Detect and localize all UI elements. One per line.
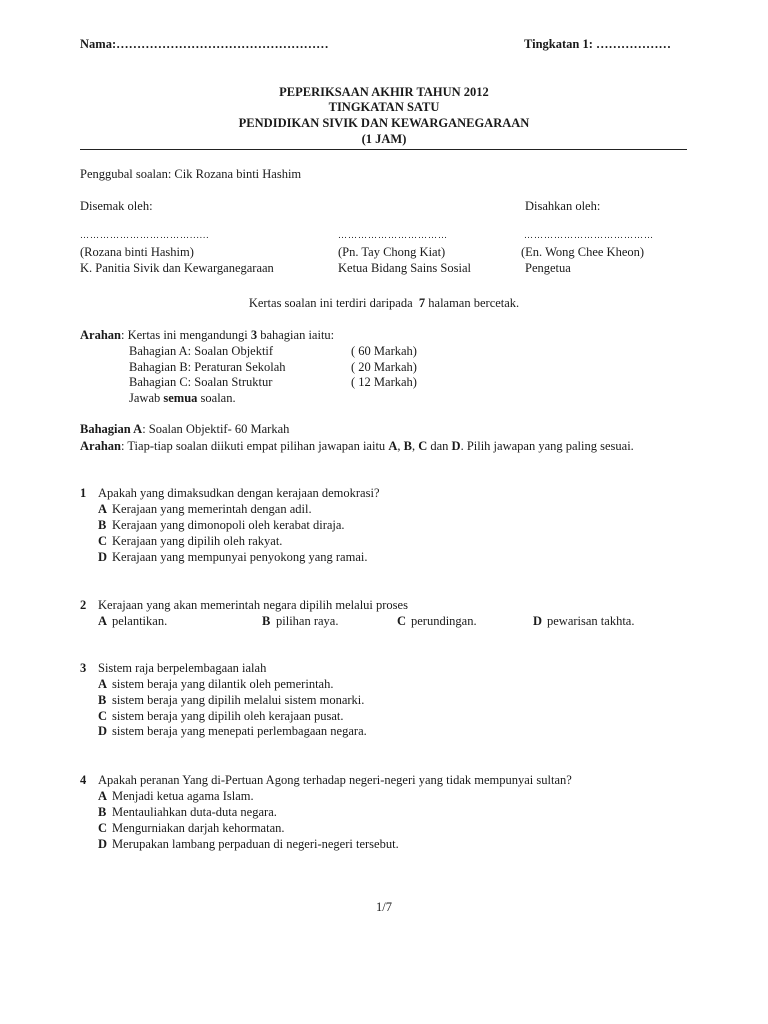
section-a-instructions: Arahan: Tiap-tiap soalan diikuti empat pilihan jawapan iaitu A, B, C dan D. Pilih jawapan yang paling sesuai. xyxy=(80,439,634,453)
question-1-option-a: A Kerajaan yang memerintah dengan adil. xyxy=(98,502,312,516)
signatory-2-name: (Pn. Tay Chong Kiat) xyxy=(338,245,446,259)
page-count-note: Kertas soalan ini terdiri daripada 7 halaman bercetak. xyxy=(248,296,520,310)
signatory-3-name: (En. Wong Chee Kheon) xyxy=(521,245,645,259)
question-4: 4 Apakah peranan Yang di-Pertuan Agong terhadap negeri-negeri yang tidak mempunyai sultan? xyxy=(80,773,572,787)
question-1-option-d: D Kerajaan yang mempunyai penyokong yang ramai. xyxy=(98,550,368,564)
exam-duration: (1 JAM) xyxy=(361,132,407,146)
question-1-option-c: C Kerajaan yang dipilih oleh rakyat. xyxy=(98,534,283,548)
title-divider xyxy=(80,149,687,150)
name-field-label: Nama:…………………………………………… xyxy=(80,37,329,51)
question-setter: Penggubal soalan: Cik Rozana binti Hashim xyxy=(80,167,302,181)
signatory-2-position: Ketua Bidang Sains Sosial xyxy=(338,261,471,275)
exam-title: PEPERIKSAAN AKHIR TAHUN 2012 xyxy=(279,85,489,99)
question-3-option-a: A sistem beraja yang dilantik oleh pemerintah. xyxy=(98,677,334,691)
question-4-option-c: C Mengurniakan darjah kehormatan. xyxy=(98,821,285,835)
signature-line-2: …………………………… xyxy=(338,230,448,240)
section-a-heading: Bahagian A: Soalan Objektif- 60 Markah xyxy=(80,422,290,436)
question-2-option-a: A pelantikan. xyxy=(98,614,168,628)
section-a-summary: Bahagian A: Soalan Objektif xyxy=(129,344,274,358)
form-field-label: Tingkatan 1: ……………… xyxy=(524,37,672,51)
section-c-summary: Bahagian C: Soalan Struktur xyxy=(129,375,273,389)
page-number: 1/7 xyxy=(376,900,392,914)
question-2-option-b: B pilihan raya. xyxy=(262,614,339,628)
question-3-option-d: D sistem beraja yang menepati perlembagaan negara. xyxy=(98,724,367,738)
question-3: 3 Sistem raja berpelembagaan ialah xyxy=(80,661,267,675)
signature-line-1: ……………………………...... xyxy=(80,230,210,240)
question-1-option-b: B Kerajaan yang dimonopoli oleh kerabat diraja. xyxy=(98,518,345,532)
signatory-1-position: K. Panitia Sivik dan Kewarganegaraan xyxy=(80,261,274,275)
question-3-option-b: B sistem beraja yang dipilih melalui sistem monarki. xyxy=(98,693,365,707)
question-2-option-c: C perundingan. xyxy=(397,614,477,628)
question-1: 1 Apakah yang dimaksudkan dengan kerajaan demokrasi? xyxy=(80,486,380,500)
approved-by-label: Disahkan oleh: xyxy=(525,199,601,213)
question-3-option-c: C sistem beraja yang dipilih oleh kerajaan pusat. xyxy=(98,709,344,723)
signatory-3-position: Pengetua xyxy=(525,261,571,275)
question-4-option-b: B Mentauliahkan duta-duta negara. xyxy=(98,805,277,819)
section-b-summary: Bahagian B: Peraturan Sekolah xyxy=(129,360,286,374)
section-a-marks: ( 60 Markah) xyxy=(351,344,417,358)
question-2: 2 Kerajaan yang akan memerintah negara dipilih melalui proses xyxy=(80,598,408,612)
exam-subject: PENDIDIKAN SIVIK DAN KEWARGANEGARAAN xyxy=(238,116,530,130)
question-2-option-d: D pewarisan takhta. xyxy=(533,614,635,628)
general-instructions: Arahan: Kertas ini mengandungi 3 bahagian iaitu: xyxy=(80,328,335,342)
signatory-1-name: (Rozana binti Hashim) xyxy=(80,245,194,259)
question-4-option-d: D Merupakan lambang perpaduan di negeri-negeri tersebut. xyxy=(98,837,399,851)
signature-line-3: ………………………………… xyxy=(524,230,654,240)
checked-by-label: Disemak oleh: xyxy=(80,199,153,213)
answer-all-note: Jawab semua soalan. xyxy=(129,391,236,405)
question-4-option-a: A Menjadi ketua agama Islam. xyxy=(98,789,254,803)
section-b-marks: ( 20 Markah) xyxy=(351,360,417,374)
section-c-marks: ( 12 Markah) xyxy=(351,375,417,389)
exam-form: TINGKATAN SATU xyxy=(328,100,440,114)
